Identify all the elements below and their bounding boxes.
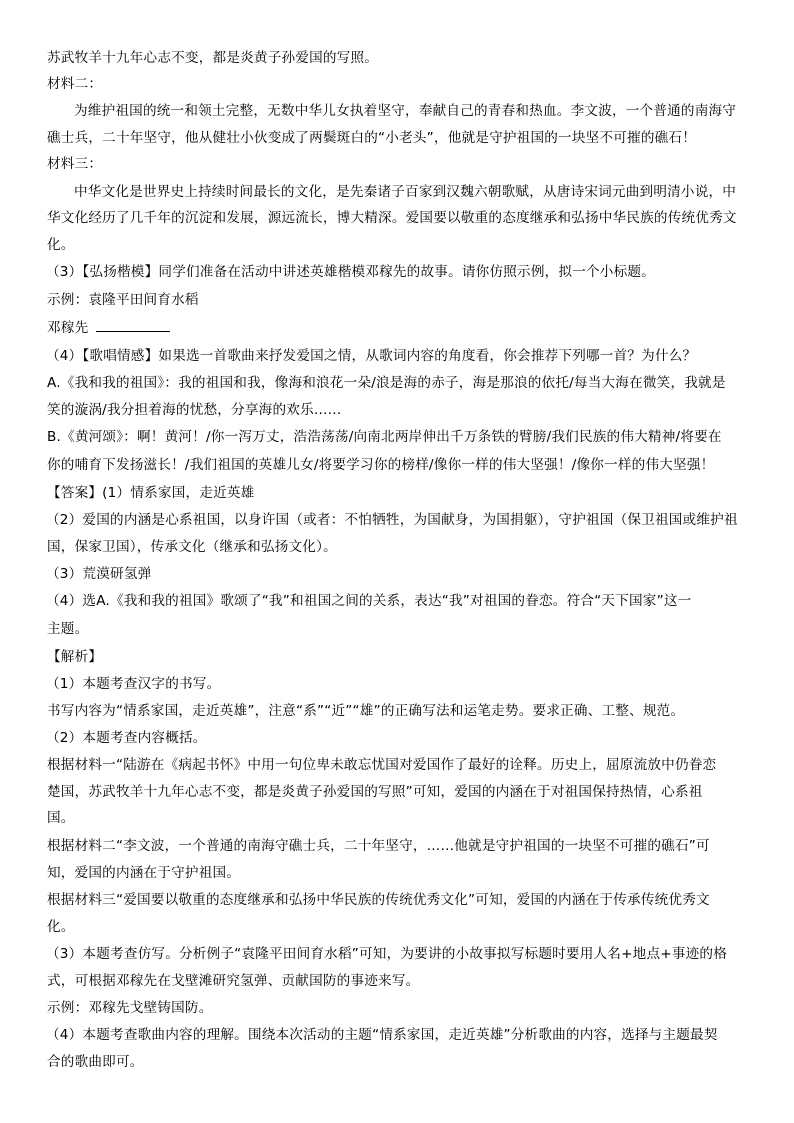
text-line: 化。 xyxy=(47,237,75,253)
text-line: 书写内容为“情系家国，走近英雄”，注意“系”“近”“雄”的正确写法和运笔走势。要求正确、工整、规范。 xyxy=(47,703,685,719)
text-line: 国，保家卫国），传承文化（继承和弘扬文化）。 xyxy=(47,539,337,555)
material-two-heading: 材料二： xyxy=(47,76,103,92)
answer-blank[interactable] xyxy=(96,319,170,332)
text-line: （4）选A.《我和我的祖国》歌颂了“我”和祖国之间的关系，表达“我”对祖国的眷恋。符合“天下国家”这一 xyxy=(46,593,692,609)
text-line: （2）爱国的内涵是心系祖国，以身许国（或者：不怕牺牲，为国献身，为国捐躯），守护祖国（保卫祖国或维护祖 xyxy=(46,512,738,528)
analysis-heading: 【解析】 xyxy=(47,649,103,665)
text-line: 苏武牧羊十九年心志不变，都是炎黄子孙爱国的写照。 xyxy=(47,50,379,66)
text-line: 你的哺育下发扬滋长！/我们祖国的英雄儿女/将要学习你的榜样/像你一样的伟大坚强！/像你一样的伟大坚强！ xyxy=(47,457,715,473)
text-line: 根据材料三“爱国要以敬重的态度继承和弘扬中华民族的传统优秀文化”可知，爱国的内涵在于传承传统优秀文 xyxy=(47,892,710,908)
answer-heading: 【答案】(1）情系家国，走近英雄 xyxy=(47,485,255,501)
text-line: 中华文化是世界史上持续时间最长的文化，是先秦诸子百家到汉魏六朝歌赋，从唐诗宋词元曲到明清小说，中 xyxy=(74,184,737,200)
text-line: 示例：袁隆平田间育水稻 xyxy=(47,292,199,308)
text-line: 式，可根据邓稼先在戈壁滩研究氢弹、贡献国防的事迹来写。 xyxy=(47,973,420,989)
answer-blank-line xyxy=(47,319,170,338)
text-line: （4）本题考查歌曲内容的理解。围绕本次活动的主题“情系家国，走近英雄”分析歌曲的内容，选择与主题最契 xyxy=(46,1027,718,1043)
question-4: （4）【歌唱情感】如果选一首歌曲来抒发爱国之情，从歌词内容的角度看，你会推荐下列哪一首？为什么？ xyxy=(46,348,697,364)
text-line: （1）本题考查汉字的书写。 xyxy=(46,676,221,692)
text-line: 楚国，苏武牧羊十九年心志不变，都是炎黄子孙爱国的写照”可知，爱国的内涵在于对祖国保持热情，心系祖 xyxy=(47,784,703,800)
option-b: B.《黄河颂》：啊！黄河！/你一泻万丈，浩浩荡荡/向南北两岸伸出千万条铁的臂膀/我们民族的伟大精神/将要在 xyxy=(47,429,722,445)
option-a: A.《我和我的祖国》：我的祖国和我，像海和浪花一朵/浪是海的赤子，海是那浪的依托/每当大海在微笑，我就是 xyxy=(47,375,726,391)
text-line: 礁士兵，二十年坚守，他从健壮小伙变成了两鬓斑白的“小老头”，他就是守护祖国的一块坚不可摧的礁石！ xyxy=(47,130,696,146)
material-three-heading: 材料三： xyxy=(47,156,103,172)
text-line: 为维护祖国的统一和领土完整，无数中华儿女执着坚守，奉献自己的青春和热血。李文波，一个普通的南海守 xyxy=(74,103,737,119)
text-line: 根据材料二“李文波，一个普通的南海守礁士兵，二十年坚守，……他就是守护祖国的一块坚不可摧的礁石”可 xyxy=(47,838,710,854)
text-line: （3）荒漠研氢弹 xyxy=(46,566,152,582)
question-3: （3）【弘扬楷模】同学们准备在活动中讲述英雄楷模邓稼先的故事。请你仿照示例，拟一个小标题。 xyxy=(46,264,655,280)
text-line: 知，爱国的内涵在于守护祖国。 xyxy=(47,865,241,881)
text-line: 根据材料一“陆游在《病起书怀》中用一句位卑未敢忘忧国对爱国作了最好的诠释。历史上，屈原流放中仍眷恋 xyxy=(47,757,717,773)
text-line: （3）本题考查仿写。分析例子“袁隆平田间育水稻”可知，为要讲的小故事拟写标题时要用人名+地点+事迹的格 xyxy=(46,946,728,962)
text-line: 华文化经历了几千年的沉淀和发展，源远流长，博大精深。爱国要以敬重的态度继承和弘扬中华民族的传统优秀文 xyxy=(47,210,737,226)
text-line: 化。 xyxy=(47,919,75,935)
text-line: 示例：邓稼先戈壁铸国防。 xyxy=(47,1000,213,1016)
text-line: 主题。 xyxy=(47,621,89,637)
blank-label: 邓稼先 xyxy=(47,320,89,336)
text-line: 笑的漩涡/我分担着海的忧愁，分享海的欢乐…… xyxy=(47,402,342,418)
text-line: （2）本题考查内容概括。 xyxy=(46,730,207,746)
text-line: 合的歌曲即可。 xyxy=(47,1054,144,1070)
text-line: 国。 xyxy=(47,810,75,826)
